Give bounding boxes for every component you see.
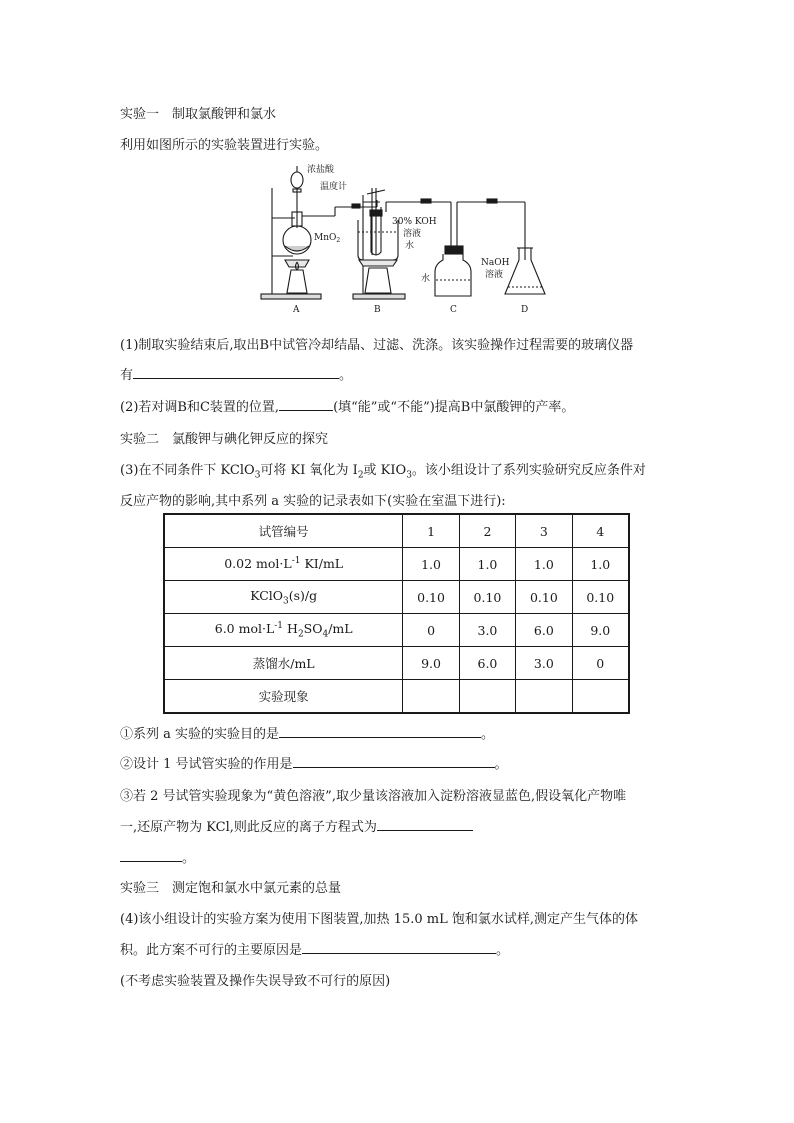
table-cell: 9.0 xyxy=(572,614,629,647)
table-row xyxy=(164,680,629,714)
q4-line2: 积。此方案不可行的主要原因是 。 xyxy=(120,939,509,958)
q2-answer-blank[interactable] xyxy=(279,397,333,411)
q3-sub3-blank-a[interactable] xyxy=(377,817,473,831)
label-water-b: 水 xyxy=(405,241,415,251)
label-solution-d: 溶液 xyxy=(485,270,504,280)
table-header-row xyxy=(164,514,629,548)
table-header-cell: 1 xyxy=(403,514,459,548)
q1-continuation: 有 。 xyxy=(120,364,352,383)
q2-text: (2)若对调B和C装置的位置, (填“能”或“不能”)提高B中氯酸钾的产率。 xyxy=(120,396,574,415)
label-thermometer: 温度计 xyxy=(320,182,348,192)
label-c: C xyxy=(450,305,457,315)
table-cell: 0.10 xyxy=(572,581,629,614)
section1-intro: 利用如图所示的实验装置进行实验。 xyxy=(120,138,329,153)
label-naoh: NaOH xyxy=(481,258,510,268)
table-cell-empty[interactable] xyxy=(516,680,572,714)
label-conc-hcl: 浓盐酸 xyxy=(307,165,335,175)
table-cell: 1.0 xyxy=(572,548,629,581)
table-cell: 3.0 xyxy=(516,647,572,680)
q1-text: (1)制取实验结束后,取出B中试管冷却结晶、过滤、洗涤。该实验操作过程需要的玻璃仪器 xyxy=(120,338,634,353)
label-mno2: MnO$_2$ xyxy=(314,233,341,244)
table-cell: 1.0 xyxy=(516,548,572,581)
table-cell: 1.0 xyxy=(403,548,459,581)
table-cell-empty[interactable] xyxy=(403,680,459,714)
q1-answer-blank[interactable] xyxy=(133,365,339,379)
label-d: D xyxy=(521,305,529,315)
q3-sub3-line3: 。 xyxy=(120,847,195,866)
q3-line1: (3)在不同条件下 KClO$_3$可将 KI 氧化为 $I_2$或 $KIO_3$。该小组设计了系列实验研究反应条件对 xyxy=(120,463,646,481)
table-header-cell: 3 xyxy=(516,514,572,548)
label-koh: 30% KOH xyxy=(392,217,437,227)
q4-line1: (4)该小组设计的实验方案为使用下图装置,加热 15.0 mL 饱和氯水试样,测定产生气体的体 xyxy=(120,912,638,927)
table-cell: 3.0 xyxy=(459,614,515,647)
label-water-c: 水 xyxy=(421,274,431,284)
q3-sub1-blank[interactable] xyxy=(279,724,481,738)
table-row xyxy=(164,647,629,680)
q4-answer-blank[interactable] xyxy=(302,940,496,954)
row-label-phenomenon: 实验现象 xyxy=(164,680,403,714)
section3-title: 实验三 测定饱和氯水中氯元素的总量 xyxy=(120,881,342,896)
table-cell-empty[interactable] xyxy=(572,680,629,714)
table-cell-empty[interactable] xyxy=(459,680,515,714)
table-cell: 0.10 xyxy=(516,581,572,614)
row-label-water: 蒸馏水/mL xyxy=(164,647,403,680)
row-label-h2so4: 6.0 $mol\cdot L^{-1}$ $H_2SO_4/mL$ xyxy=(164,614,403,647)
q3-sub3-line2: 一,还原产物为 KCl,则此反应的离子方程式为 xyxy=(120,816,473,835)
table-cell: 1.0 xyxy=(459,548,515,581)
q3-sub3-line1: ③若 2 号试管实验现象为“黄色溶液”,取少量该溶液加入淀粉溶液显蓝色,假设氧化产物唯 xyxy=(120,789,627,804)
table-row xyxy=(164,614,629,647)
q3-sub3-blank-b[interactable] xyxy=(120,848,182,862)
q3-sub2: ②设计 1 号试管实验的作用是 。 xyxy=(120,753,508,772)
q3-line2: 反应产物的影响,其中系列 a 实验的记录表如下(实验在室温下进行): xyxy=(120,494,506,509)
table-cell: 6.0 xyxy=(516,614,572,647)
row-label-ki: 0.02 $mol\cdot L^{-1}$ KI/mL xyxy=(164,548,403,581)
table-cell: 0.10 xyxy=(403,581,459,614)
q3-sub1: ①系列 a 实验的实验目的是 。 xyxy=(120,723,494,742)
table-row xyxy=(164,581,629,614)
table-header-cell: 2 xyxy=(459,514,515,548)
table-header-label: 试管编号 xyxy=(164,514,403,548)
label-b: B xyxy=(374,305,381,315)
q4-note: (不考虑实验装置及操作失误导致不可行的原因) xyxy=(120,974,391,989)
table-row xyxy=(164,548,629,581)
apparatus-figure xyxy=(255,160,555,318)
row-label-kclo3: KClO$_3$(s)/g xyxy=(164,581,403,614)
section1-title: 实验一 制取氯酸钾和氯水 xyxy=(120,107,277,122)
table-cell: 6.0 xyxy=(459,647,515,680)
q3-sub2-blank[interactable] xyxy=(293,754,495,768)
label-solution-b: 溶液 xyxy=(403,229,422,239)
table-cell: 0 xyxy=(572,647,629,680)
table-header-cell: 4 xyxy=(572,514,629,548)
label-a: A xyxy=(293,305,300,315)
table-cell: 0 xyxy=(403,614,459,647)
record-table xyxy=(163,513,630,714)
table-cell: 9.0 xyxy=(403,647,459,680)
table-cell: 0.10 xyxy=(459,581,515,614)
section2-title: 实验二 氯酸钾与碘化钾反应的探究 xyxy=(120,432,329,447)
